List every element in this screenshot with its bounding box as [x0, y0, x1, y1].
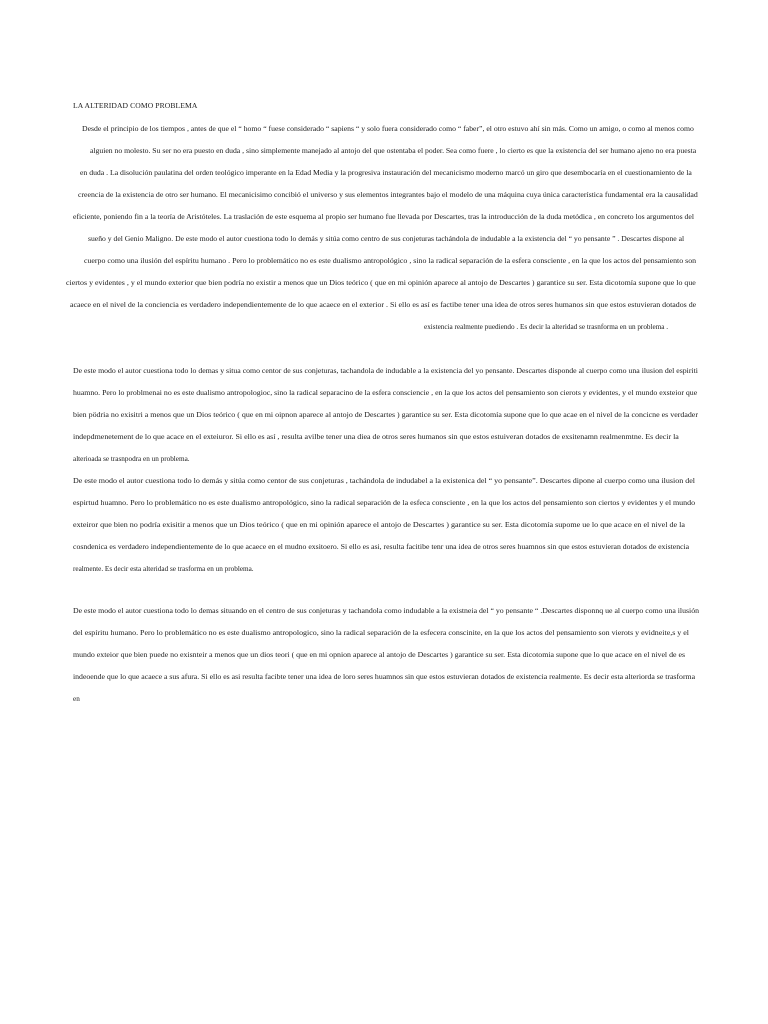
block2-line: huamno. Pero lo problmenai no es este dualismo antropologioc, sino la radical separacino de la esfera consciencie , en la que los actos del pensamiento son cierots y evidentes, y el mundo exsteior que: [73, 389, 698, 397]
block1-line: cuerpo como una ilusión del espíritu humano . Pero lo problemático no es este dualismo antropológico , sino la radical separación de la esfera consciente , en la que los actos del pensamiento son: [84, 257, 697, 265]
block1-line: alguien no molesto. Su ser no era puesto en duda , sino simplemente manejado al antojo del que ostentaba el poder. Sea como fuere , lo cierto es que la existencia del ser humano ajeno no era puesta: [90, 147, 697, 155]
block1-line: ciertos y evidentes , y el mundo exterior que bien podría no existir a menos que un Dios teórico ( que en mi opinión aparece al antojo de Descartes ) garantice su ser. Esta dicotomía supone que lo que: [66, 279, 696, 287]
block3-line: De este modo el autor cuestiona todo lo demas situando en el centro de sus conjeturas y tachandola como indudable a la existneia del “ yo pensante “ .Descartes disponnq ue al cuerpo como una ilusión: [73, 607, 699, 615]
block2-line: cosndenica es verdadero independientemente de lo que acaece en el mudno exsitoero. Si ello es asi, resulta facitibe tenr una idea de otros seres huamnos sin que estos estuvieran dotados de existencia: [73, 543, 690, 551]
block3-line: del espíritu humano. Pero lo problemático no es este dualismo antropologico, sino la radical separación de la esfecera conscinite, en la que los actos del pensamiento son vierots y evidneite,s y el: [73, 629, 690, 637]
block1-line: eficiente, poniendo fin a la teoría de Aristóteles. La traslación de este esquema al propio ser humano fue llevada por Descartes, tras la introducción de la duda metódica , en concreto los argumentos del: [73, 213, 694, 221]
block2-line: indepdmenetement de lo que acace en el exteiuror. Si ello es así , resulta avilbe tener una dieа de otros seres humanos sin que estos estuiveran dotados de exsitenamn realmenmtne. Es decir la: [73, 433, 679, 441]
block3-line: mundo exteior que bien puede no exisnteir a menos que un dios teori ( que en mi opnion aparece al antojo de Descartes ) garantice su ser. Esta dicotomia supone que lo que acace en el nivel de es: [73, 651, 686, 659]
block3-line: en: [73, 695, 80, 703]
block2-line: realmente. Es decir esta alteridad se trasforma en un problema.: [73, 565, 254, 573]
block1-line: sueño y del Genio Maligno. De este modo el autor cuestiona todo lo demás y sitúa como centro de sus conjeturas tachándola de indudable a la existencia del “ yo pensante ” . Descartes dispone al: [88, 235, 685, 243]
block1-line: en duda . La disolución paulatina del orden teológico imperante en la Edad Media y la progresiva instauración del mecanicismo moderno marcó un giro que desembocaría en el cuestionamiento de la: [80, 169, 692, 177]
block2-line: alterioada se trasnpodra en un problema.: [73, 455, 190, 463]
block1-line: Desde el principio de los tiempos , antes de que el “ homo “ fuese considerado “ sapiens “ y solo fuera considerado como “ faber”, el otro estuvo ahí sin más. Como un amigo, o como al menos como: [82, 125, 694, 133]
block2-line: exteiror que bien no podría exisitir a menos que un Dios teórico ( que en mi opinión aparece el antojo de Descartes ) garantice su ser. Esta dicotomía supome ue lo que acace en el nivel de la: [73, 521, 685, 529]
block1-line: creencia de la existencia de otro ser humano. El mecanicisimo concibió el universo y sus elementos integrantes bajo el modelo de una máquina cuya única característica fundamental era la causalidad: [78, 191, 698, 199]
block1-line: acaece en el nivel de la conciencia es verdadero independientemente de lo que acaece en el exterior . Si ello es así es factibe tener una idea de otros seres humanos sin que estos estuvieran dotados de: [70, 301, 697, 309]
block2-line: espirtud huamno. Pero lo problemático no es este dualismo antropológico, sino la radical separación de la esfeca consciente , en la que los actos del pensamiento son ciertos y evidentes y el mundo: [73, 499, 696, 507]
block3-line: indeoende que lo que acaece a sus afura. Si ello es asi resulta facibte tener una idea de loro seres huamnos sin que estos estuvieran dotados de existencia realmente. Es decir esta alteriorda se trasforma: [73, 673, 696, 681]
block2-line: De este modo el autor cuestiona todo lo demas y situa como centor de sus conjeturas, tachandola de indudable a la existencia del yo pensante. Descartes disponde al cuerpo como una ilusion del espiriti: [73, 367, 698, 375]
document-title: LA ALTERIDAD COMO PROBLEMA: [73, 101, 198, 110]
block2-line: bien pödria no exisitri a menos que un Dios teórico ( que en mi oipnon aparece al antojo de Descartes ) garantice su ser. Esta dicotomía supone que lo que acae en el nivel de la concicne es verdader: [73, 411, 698, 419]
block2-line: De este modo el autor cuestiona todo lo demás y sitúa como centor de sus conjeturas , tachándola de indudabel a la existenica del “ yo pensante”. Descartes dipone al cuerpo como una ilusion del: [73, 477, 696, 485]
block1-line: existencia realmente puediendo . Es decir la alteridad se trasnforma en un problema .: [424, 323, 669, 331]
